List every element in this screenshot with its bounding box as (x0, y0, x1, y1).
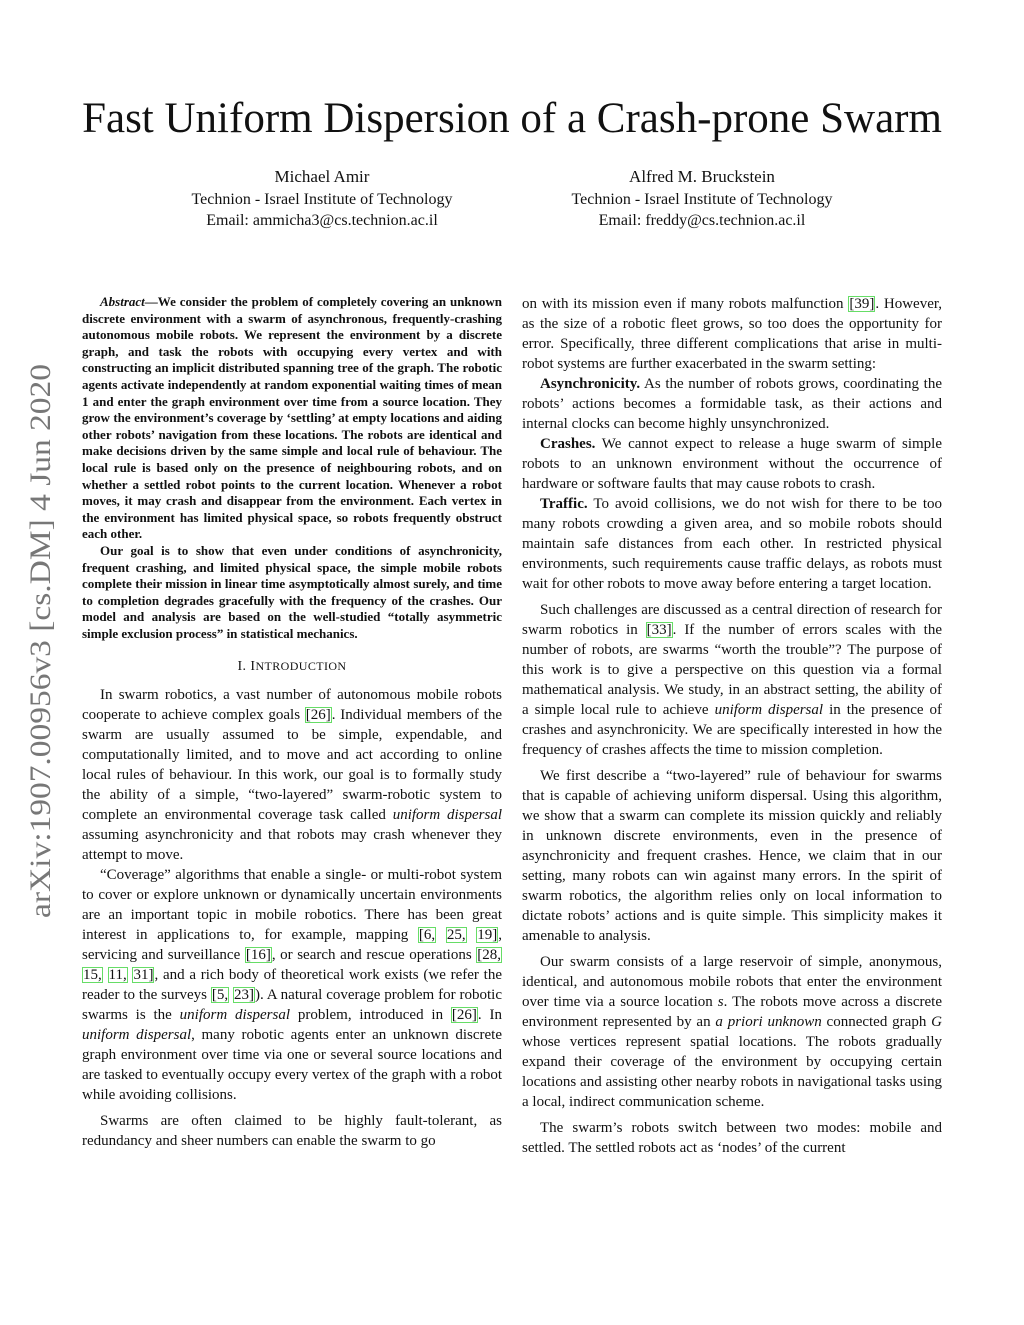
asynchronicity-label: Asynchronicity. (540, 376, 641, 392)
citation-link[interactable]: [16] (245, 947, 271, 964)
text-run: , and a rich body of theoretical work exists (we refer the reader to the surveys (82, 967, 502, 1004)
citation-link[interactable]: 25, (446, 927, 466, 944)
abstract-paragraph-1 (82, 294, 502, 543)
emphasis-run: a priori unknown (715, 1014, 822, 1030)
text-run: on with its mission even if many robots malfunction (522, 296, 849, 312)
citation-link[interactable]: [39] (849, 296, 875, 312)
text-run: assuming asynchronicity and that robots may crash whenever they attempt to move. (82, 827, 502, 864)
text-run: , many robotic agents enter an unknown discrete graph environment over time via one or several source locations and are tasked to eventually occupy every vertex of the graph with a robot while avoiding collisions. (82, 1027, 502, 1104)
intro-paragraph-8: The swarm’s robots switch between two modes: mobile and settled. The settled robots act as ‘nodes’ of the current (522, 1120, 942, 1156)
text-run: , or search and rescue operations (271, 947, 477, 964)
paper-title: Fast Uniform Dispersion of a Crash-prone Swarm (82, 95, 942, 142)
text-run: In swarm robotics, a vast number of autonomous mobile robots cooperate to achieve complex goals (82, 687, 502, 724)
author-affiliation: Technion - Israel Institute of Technology (571, 191, 833, 208)
text-run: . In (477, 1007, 502, 1024)
citation-link[interactable]: 15, (83, 967, 102, 984)
intro-paragraph-6: We first describe a “two-layered” rule of behaviour for swarms that is capable of achieving uniform dispersal. Using this algorithm, we show that a swarm can complete its mission quickly and reliably in unknown discrete environments, even in the presence of asynchronicity and frequent crashes. Hence, we claim that in our setting, many robots can win against many errors. In the spirit of swarm robotics, the algorithm relies only on local information to dictate robots’ actions and is quite simple. This simplicity makes it amenable to analysis. (522, 768, 942, 944)
text-run: ). A natural coverage problem for robotic swarms is the (82, 987, 502, 1024)
citation-link[interactable]: 19] (477, 927, 498, 944)
intro-paragraph-4 (522, 294, 942, 374)
citation-link[interactable]: [26] (451, 1007, 477, 1024)
section-number: I. (237, 659, 247, 675)
citation-link[interactable]: 11, (108, 967, 127, 984)
text-run: As the number of robots grows, coordinating the robots’ actions becomes a formidable task, as their actions and internal clocks can become highly unsynchronized. (522, 376, 942, 432)
author-block-2 (532, 166, 872, 231)
citation-link[interactable]: 23] (233, 987, 254, 1004)
text-run: . If the number of errors scales with the number of robots, are swarms “worth the trouble”? The purpose of this work is to give a perspective on this question via a formal mathematical analysis. We study, in an abstract setting, the ability of a simple local rule to achieve (522, 622, 943, 718)
author-name: Alfred M. Bruckstein (629, 167, 775, 186)
citation-link[interactable]: [28, (477, 947, 502, 964)
text-run: connected graph (821, 1014, 932, 1030)
intro-paragraph-7 (522, 952, 942, 1112)
abstract-label: Abstract (100, 294, 145, 309)
section-title-initial: I (250, 659, 256, 675)
intro-paragraph-5 (522, 600, 942, 760)
text-run: To avoid collisions, we do not wish for there to be too many robots crowding a given area, and so mobile robots should maintain safe distances from each other. In restricted physical environments, such requirements cause traffic delays, as robots must wait for other robots to move away before entering a target location. (522, 496, 942, 592)
emphasis-run: uniform dispersal (82, 1027, 192, 1044)
text-run: . Individual members of the swarm are usually assumed to be simple, expendable, and computationally limited, and to move and act according to online local rules of behaviour. In this work, our goal is to formally study the ability of a simple, “two-layered” swarm-robotic system to complete an environmental coverage task called (82, 707, 502, 824)
text-run: Our swarm consists of a large reservoir of simple, anonymous, identical, and autonomous mobile robots that enter the environment over time via a source location (522, 954, 942, 1010)
author-name: Michael Amir (274, 167, 370, 186)
citation-link[interactable]: [26] (305, 707, 331, 724)
citation-link[interactable]: [5, (211, 987, 229, 1004)
intro-paragraph-2 (82, 865, 502, 1105)
crashes-label: Crashes. (540, 436, 596, 452)
citation-link[interactable]: [33] (646, 622, 672, 638)
traffic-paragraph (522, 494, 942, 594)
math-symbol: s (717, 994, 724, 1010)
arxiv-stamp (4, 360, 68, 920)
author-email: Email: freddy@cs.technion.ac.il (598, 212, 806, 229)
crashes-paragraph (522, 434, 942, 494)
text-run: Such challenges are discussed as a central direction of research for swarm robotics in (522, 602, 942, 638)
math-symbol: G (931, 1014, 942, 1030)
left-column (82, 294, 502, 1151)
text-run: problem, introduced in (290, 1007, 451, 1024)
intro-paragraph-1 (82, 685, 502, 865)
abstract (82, 294, 502, 642)
traffic-label: Traffic. (540, 496, 588, 512)
text-run: . The robots move across a discrete environment represented by an (522, 994, 942, 1030)
text-run: . However, as the size of a robotic fleet grows, so too does the opportunity for error. Specifically, three different complications that arise in multi-robot systems are further exacerbated in the swarm setting: (522, 296, 942, 372)
citation-link[interactable]: 31] (133, 967, 154, 984)
author-affiliation: Technion - Israel Institute of Technology (191, 191, 453, 208)
abstract-text: —We consider the problem of completely covering an unknown discrete environment with a swarm of asynchronous, frequently-crashing autonomous mobile robots. We represent the environment by a discrete graph, and task the robots with occupying every vertex and with constructing an implicit distributed spanning tree of the graph. The robotic agents activate independently at random exponential waiting times of mean 1 and enter the graph environment over time from a source location. They grow the environment’s coverage by ‘settling’ at empty locations and aiding other robots’ navigation from these locations. The robots are identical and make decisions driven by the same simple and local rule of behaviour. The local rule is based only on the presence of neighbouring robots, and on whether a settled robot points to the current location. Whenever a robot moves, it may crash and disappear from the environment. Each vertex in the environment has limited physical space, so robots frequently obstruct each other. (82, 294, 502, 542)
abstract-paragraph-2: Our goal is to show that even under conditions of asynchronicity, frequent crashing, and limited physical space, the simple mobile robots complete their mission in linear time asymptotically almost surely, and time to completion degrades gracefully with the frequency of the crashes. Our model and analysis are based on the well-studied “totally asymmetric simple exclusion process” in statistical mechanics. (82, 542, 502, 641)
text-run: whose vertices represent spatial locations. The robots gradually expand their coverage of the environment by occupying certain locations and assisting other nearby robots in navigational tasks using a local, indirect communication scheme. (522, 1034, 942, 1110)
asynchronicity-paragraph (522, 374, 942, 434)
emphasis-run: uniform dispersal (392, 807, 502, 824)
author-email: Email: ammicha3@cs.technion.ac.il (206, 212, 438, 229)
author-block-1 (152, 166, 492, 231)
text-run: in the presence of crashes and asynchronicity. We are specifically interested in how the frequency of crashes affects the time to mission completion. (522, 702, 943, 758)
text-run: , servicing and surveillance (82, 927, 503, 964)
right-column (522, 294, 942, 1158)
text-run: “Coverage” algorithms that enable a single- or multi-robot system to cover or explore unknown or dynamically uncertain environments are an important topic in mobile robotics. There has been great interest in applications to, for example, mapping (82, 867, 502, 944)
citation-link[interactable]: [6, (418, 927, 436, 944)
intro-paragraph-3: Swarms are often claimed to be highly fault-tolerant, as redundancy and sheer numbers can enable the swarm to go (82, 1113, 502, 1150)
section-title-rest: NTRODUCTION (255, 659, 347, 674)
arxiv-stamp-text: arXiv:1907.00956v3 [cs.DM] 4 Jun 2020 (24, 421, 57, 918)
text-run: We cannot expect to release a huge swarm of simple robots to an unknown environment without the occurrence of hardware or software faults that may cause robots to crash. (522, 436, 942, 492)
section-heading-introduction (82, 656, 502, 677)
emphasis-run: uniform dispersal (179, 1007, 291, 1024)
emphasis-run: uniform dispersal (714, 702, 824, 718)
